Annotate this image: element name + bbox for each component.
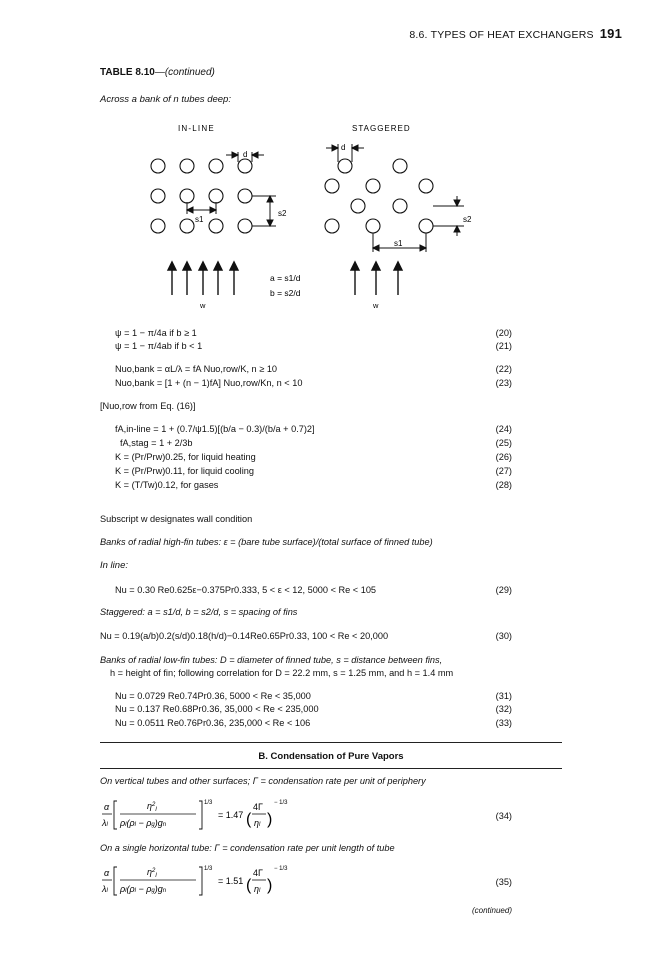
svg-text:(: ( [246,811,252,828]
staggered-label: STAGGERED [352,124,411,133]
radial-high-fin: Banks of radial high-fin tubes: ε = (bare tube surface)/(total surface of finned tube) [100,537,433,547]
radial-low-fin-1: Banks of radial low-fin tubes: D = diameter of finned tube, s = distance between fins, [100,655,443,665]
eq-33-num: (33) [495,718,512,728]
eq-32: Nu = 0.137 Re0.68Pr0.36, 35,000 < Re < 235,000 [115,704,319,714]
svg-text:ηl: ηl [254,818,261,828]
tube-bank-diagram [0,0,662,320]
eq-29: Nu = 0.30 Re0.625ε−0.375Pr0.333, 5 < ε < 12, 5000 < Re < 105 [115,585,377,595]
eq-31: Nu = 0.0729 Re0.74Pr0.36, 5000 < Re < 35,000 [115,691,311,701]
svg-text:λl: λl [102,818,108,828]
svg-text:4Γ: 4Γ [253,802,263,812]
svg-text:): ) [267,811,273,828]
eq-24: fA,in-line = 1 + (0.7/ψ1.5)[(b/a − 0.3)/(b/a + 0.7)2] [115,424,315,434]
svg-text:1/3: 1/3 [204,866,213,872]
inline-label: IN-LINE [178,124,215,133]
page-number: 191 [599,26,622,41]
stag-d-label: d [341,143,346,152]
b-definition: b = s2/d [270,288,301,298]
eq-23: Nuo,bank = [1 + (n − 1)fA] Nuo,row/Kn, n < 10 [115,378,303,388]
horizontal-note: On a single horizontal tube: Γ = condensation rate per unit length of tube [100,843,395,853]
svg-text:− 1/3: − 1/3 [274,866,288,872]
eq-22: Nuo,bank = αL/λ = fA Nuo,row/K, n ≥ 10 [115,364,278,374]
svg-text:ρl(ρl − ρg)gn: ρl(ρl − ρg)gn [120,818,167,828]
eq-22-num: (22) [495,364,512,374]
svg-text:ηl: ηl [254,884,261,894]
inline-w-label: w [200,301,206,310]
subscript-note: Subscript w designates wall condition [100,514,253,524]
eq-24-num: (24) [495,424,512,434]
a-definition: a = s1/d [270,273,301,283]
svg-text:α: α [104,868,110,878]
bank-intro: Across a bank of n tubes deep: [100,94,231,105]
svg-text:η2l: $\eta^2_l$ [147,801,157,813]
svg-text:η2l: $\eta^2_l$ [147,867,157,879]
eq-32-num: (32) [495,704,512,714]
section-rule-bottom [100,768,562,769]
eq-27: K = (Pr/Prw)0.11, for liquid cooling [115,466,254,476]
inline-s1-label: s1 [195,215,204,224]
eq-20-num: (20) [495,328,512,338]
eq-20: ψ = 1 − π/4a if b ≥ 1 [115,328,197,338]
eq-34-coef: = 1.47 [218,810,244,820]
inline-d-label: d [243,150,248,159]
section-rule-top [100,742,562,743]
inline-s2-label: s2 [278,209,287,218]
vertical-note: On vertical tubes and other surfaces; Γ = condensation rate per unit of periphery [100,776,426,786]
eq-35-formula [100,862,300,906]
eq-25: fA,stag = 1 + 2/3b [120,438,193,448]
eq-34-formula [100,796,300,840]
eq-26-num: (26) [495,452,512,462]
svg-text:− 1/3: − 1/3 [274,800,288,806]
eq-35-coef: = 1.51 [218,876,244,886]
section-b-title: B. Condensation of Pure Vapors [258,751,404,762]
table-title: TABLE 8.10—(continued) [100,67,215,78]
eq-29-num: (29) [495,585,512,595]
eq-35-num: (35) [495,877,512,887]
eq-31-num: (31) [495,691,512,701]
stag-w-label: w [373,301,379,310]
radial-low-fin-2: h = height of fin; following correlation for D = 22.2 mm, s = 1.25 mm, and h = 1.4 mm [110,668,454,678]
eq-26: K = (Pr/Prw)0.25, for liquid heating [115,452,256,462]
eq-28: K = (T/Tw)0.12, for gases [115,480,219,490]
svg-text:1/3: 1/3 [204,800,213,806]
eq-34-num: (34) [495,811,512,821]
eq-33: Nu = 0.0511 Re0.76Pr0.36, 235,000 < Re < 106 [115,718,311,728]
eq-21-num: (21) [495,341,512,351]
svg-text:(: ( [246,877,252,894]
eq-note-16: [Nuo,row from Eq. (16)] [100,401,196,411]
eq-27-num: (27) [495,466,512,476]
svg-text:4Γ: 4Γ [253,868,263,878]
section-title: 8.6. TYPES OF HEAT EXCHANGERS [409,29,594,41]
continued-note: (continued) [471,906,512,915]
eq-21: ψ = 1 − π/4ab if b < 1 [115,341,203,351]
eq-25-num: (25) [495,438,512,448]
svg-text:α: α [104,802,110,812]
eq-23-num: (23) [495,378,512,388]
inline-heading: In line: [100,560,128,571]
stag-s1-label: s1 [394,239,403,248]
staggered-tubes [325,159,433,233]
eq-30: Nu = 0.19(a/b)0.2(s/d)0.18(h/d)−0.14Re0.65Pr0.33, 100 < Re < 20,000 [100,631,389,641]
stag-s2-label: s2 [463,215,472,224]
svg-text:): ) [267,877,273,894]
eq-28-num: (28) [495,480,512,490]
svg-text:λl: λl [102,884,108,894]
eq-30-num: (30) [495,631,512,641]
svg-text:ρl(ρl − ρg)gn: ρl(ρl − ρg)gn [120,884,167,894]
staggered-note: Staggered: a = s1/d, b = s2/d, s = spacing of fins [100,607,298,617]
